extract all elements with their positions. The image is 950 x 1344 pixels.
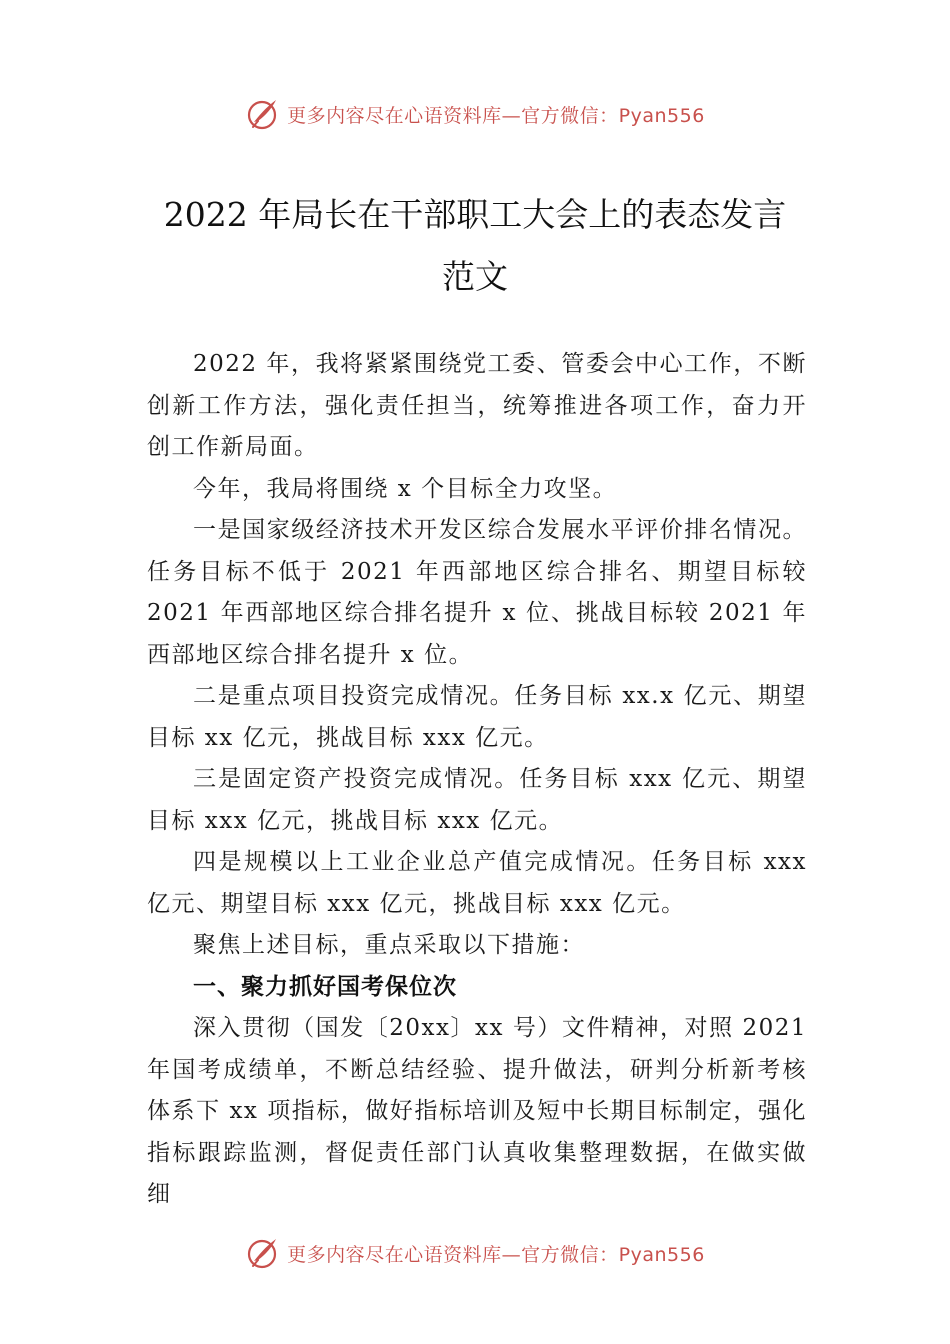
title-line-2: 范文: [442, 257, 508, 296]
section-heading-1: 一、聚力抓好国考保位次: [193, 973, 457, 1000]
paragraph-goals-lead: 今年，我局将围绕 x 个目标全力攻坚。: [193, 475, 618, 502]
title-line-1: 2022 年局长在干部职工大会上的表态发言: [163, 195, 787, 234]
paragraph-measures-lead: 聚焦上述目标，重点采取以下措施：: [193, 932, 585, 958]
quill-pen-logo-icon: [245, 1235, 281, 1271]
document-body: [147, 344, 807, 1216]
paragraph-goal-1: 一是国家级经济技术开发区综合发展水平评价排名情况。任务目标不低于 2021 年西部地区综合排名、期望目标较 2021 年西部地区综合排名提升 x 位、挑战目标较 2021 年西部地区综合排名提升 x 位。: [147, 517, 807, 668]
paragraph-goal-2: 二是重点项目投资完成情况。任务目标 xx.x 亿元、期望目标 xx 亿元，挑战目标 xxx 亿元。: [147, 683, 807, 751]
watermark-banner-top: [0, 92, 950, 136]
paragraph-goal-3: 三是固定资产投资完成情况。任务目标 xxx 亿元、期望目标 xxx 亿元，挑战目标 xxx 亿元。: [147, 766, 807, 834]
watermark-text: 更多内容尽在心语资料库—官方微信：Pyan556: [287, 1243, 705, 1266]
paragraph-intro: 2022 年，我将紧紧围绕党工委、管委会中心工作，不断创新工作方法，强化责任担当，统筹推进各项工作，奋力开创工作新局面。: [147, 351, 807, 460]
paragraph-goal-4: 四是规模以上工业企业总产值完成情况。任务目标 xxx 亿元、期望目标 xxx 亿元，挑战目标 xxx 亿元。: [147, 849, 807, 917]
quill-pen-logo-icon: [245, 96, 281, 132]
watermark-text: 更多内容尽在心语资料库—官方微信：Pyan556: [287, 104, 705, 127]
watermark-banner-bottom: [0, 1231, 950, 1275]
paragraph-section-1: 深入贯彻（国发〔20xx〕xx 号）文件精神，对照 2021 年国考成绩单，不断总结经验、提升做法，研判分析新考核体系下 xx 项指标，做好指标培训及短中长期目标制定，强化指标跟踪监测，督促责任部门认真收集整理数据，在做实做细: [147, 1015, 807, 1207]
document-title: [120, 184, 830, 308]
